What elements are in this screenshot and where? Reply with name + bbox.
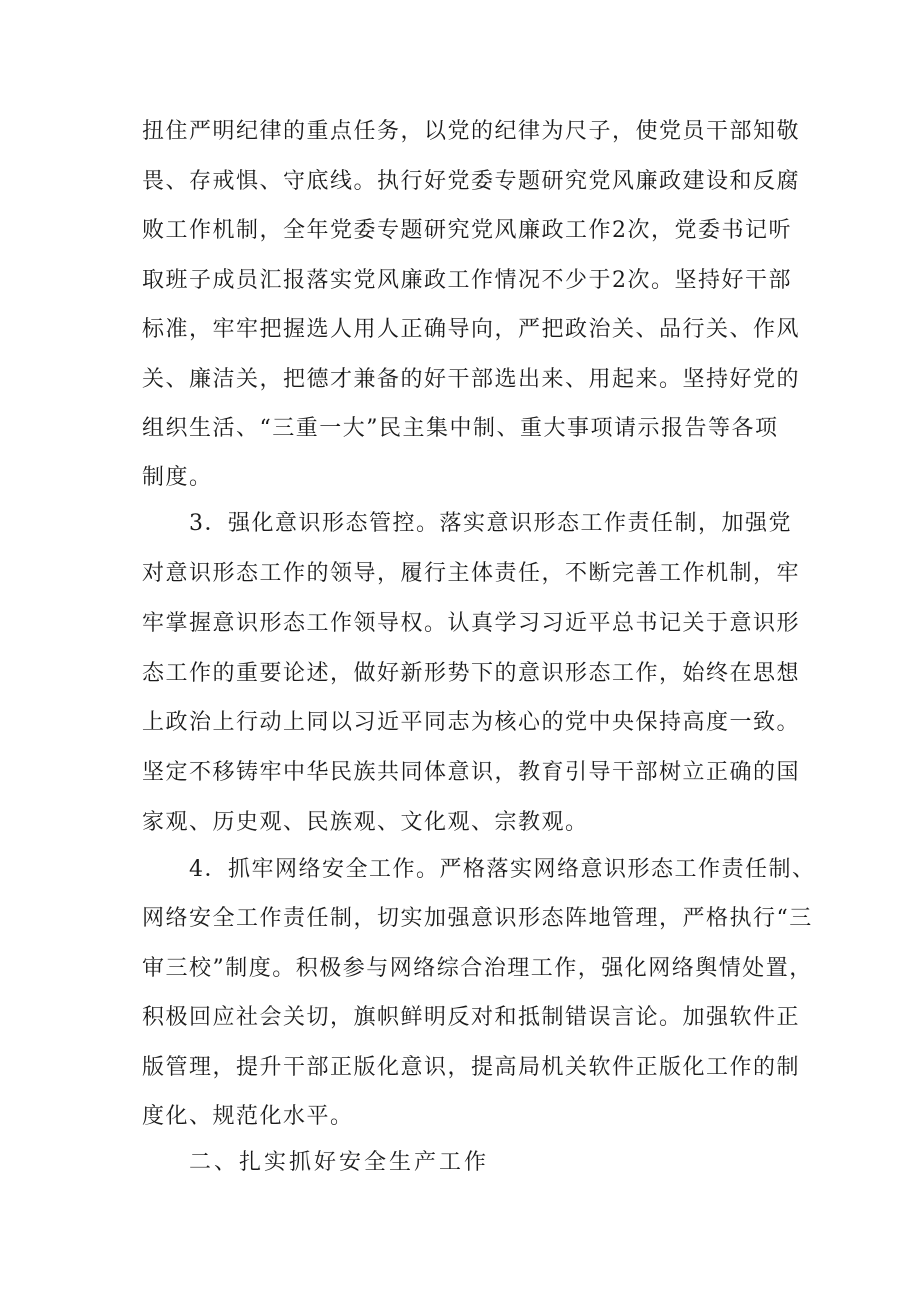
text-line: 上政治上行动上同以习近平同志为核心的党中央保持高度一致。: [142, 710, 801, 735]
text-line: 家观、历史观、民族观、文化观、宗教观。: [142, 810, 589, 835]
text-line: 取班子成员汇报落实党风廉政工作情况不少于2次。坚持好干部: [142, 268, 792, 293]
text-line: 积极回应社会关切，旗帜鲜明反对和抵制错误言论。加强软件正: [142, 1005, 801, 1030]
text-line: 对意识形态工作的领导，履行主体责任，不断完善工作机制，牢: [142, 561, 801, 586]
text-line: 牢掌握意识形态工作领导权。认真学习习近平总书记关于意识形: [142, 611, 801, 636]
text-line: 度化、规范化水平。: [142, 1104, 354, 1129]
text-line: 3．强化意识形态管控。落实意识形态工作责任制，加强党: [189, 511, 792, 536]
text-line: 扭住严明纪律的重点任务，以党的纪律为尺子，使党员干部知敬: [142, 119, 801, 144]
section-heading: 二、扎实抓好安全生产工作: [189, 1150, 490, 1175]
text-line: 组织生活、“三重一大”民主集中制、重大事项请示报告等各项: [142, 416, 779, 441]
text-line: 网络安全工作责任制，切实加强意识形态阵地管理，严格执行“三: [142, 906, 813, 931]
text-line: 态工作的重要论述，做好新形势下的意识形态工作，始终在思想: [142, 661, 801, 686]
text-line: 制度。: [142, 465, 213, 490]
text-line: 畏、存戒惧、守底线。执行好党委专题研究党风廉政建设和反腐: [142, 169, 801, 194]
text-line: 败工作机制，全年党委专题研究党风廉政工作2次，党委书记听: [142, 218, 792, 243]
text-line: 版管理，提升干部正版化意识，提高局机关软件正版化工作的制: [142, 1055, 801, 1080]
text-line: 标准，牢牢把握选人用人正确导向，严把政治关、品行关、作风: [142, 317, 801, 342]
text-line: 4．抓牢网络安全工作。严格落实网络意识形态工作责任制、: [189, 857, 816, 882]
text-line: 坚定不移铸牢中华民族共同体意识，教育引导干部树立正确的国: [142, 760, 801, 785]
text-line: 审三校”制度。积极参与网络综合治理工作，强化网络舆情处置，: [142, 956, 813, 981]
text-line: 关、廉洁关，把德才兼备的好干部选出来、用起来。坚持好党的: [142, 367, 801, 392]
